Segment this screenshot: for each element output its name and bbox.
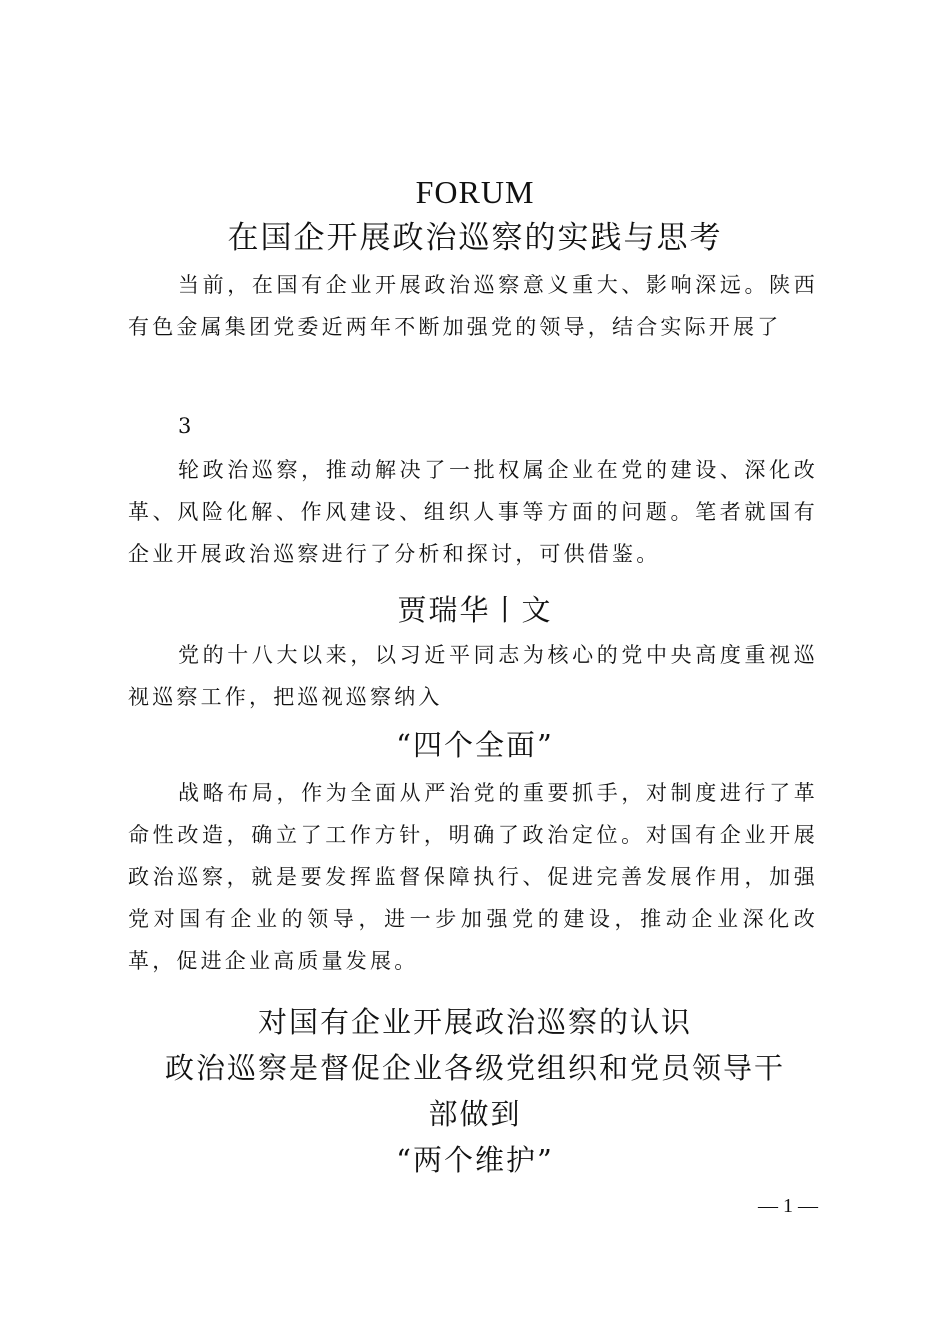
body-paragraph-2: 战略布局，作为全面从严治党的重要抓手，对制度进行了革命性改造，确立了工作方针，明确了政治定位。对国有企业开展政治巡察，就是要发挥监督保障执行、促进完善发展作用，加强党对国有企业的领导，进一步加强党的建设，推动企业深化改革，促进企业高质量发展。 — [128, 781, 818, 973]
callout-two-safeguards: “两个维护” — [396, 1143, 554, 1177]
section-line-1: 政治巡察是督促企业各级党组织和党员领导干 — [164, 1051, 785, 1085]
intro-paragraph-1: 当前，在国有企业开展政治巡察意义重大、影响深远。陕西有色金属集团党委近两年不断加强党的领导，结合实际开展了 — [128, 273, 818, 339]
section-line-2: 部做到 — [428, 1097, 522, 1131]
forum-label: FORUM — [415, 174, 535, 210]
article-title: 在国企开展政治巡察的实践与思考 — [227, 220, 723, 256]
byline: 贾瑞华丨文 — [397, 593, 553, 627]
intro-paragraph-2: 轮政治巡察，推动解决了一批权属企业在党的建设、深化改革、风险化解、作风建设、组织人事等方面的问题。笔者就国有企业开展政治巡察进行了分析和探讨，可供借鉴。 — [128, 458, 818, 566]
intro-number: 3 — [178, 414, 195, 438]
callout-four-comprehensives: “四个全面” — [396, 728, 554, 762]
section-heading: 对国有企业开展政治巡察的认识 — [257, 1005, 692, 1039]
page-number: — 1 — — [758, 1195, 818, 1217]
body-paragraph-1: 党的十八大以来，以习近平同志为核心的党中央高度重视巡视巡察工作，把巡视巡察纳入 — [128, 643, 818, 709]
